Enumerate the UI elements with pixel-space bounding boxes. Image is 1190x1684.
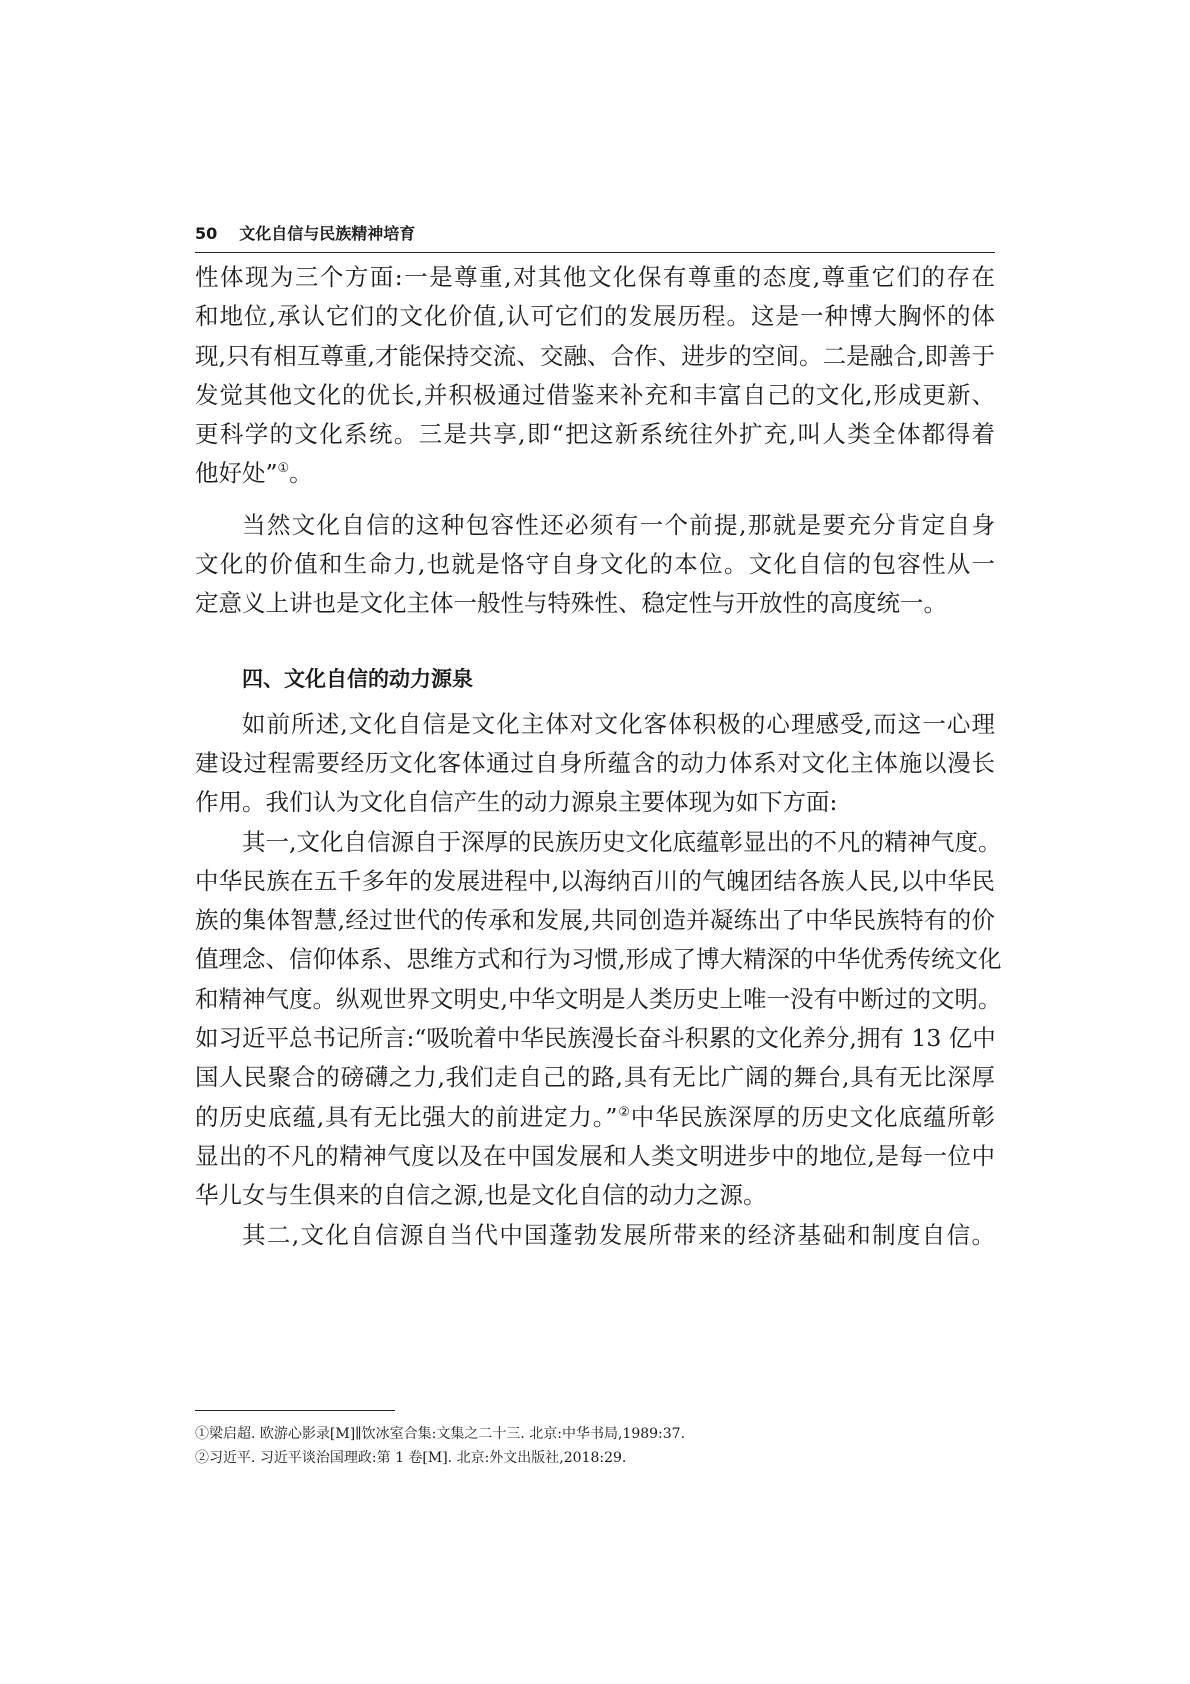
text-line: 发觉其他文化的优长,并积极通过借鉴来补充和丰富自己的文化,形成更新、 [195,380,995,409]
text-line: 华儿女与生俱来的自信之源,也是文化自信的动力之源。 [195,1181,767,1210]
running-header [195,220,995,253]
body-text [195,258,1002,1255]
page-number: 50 [195,224,218,243]
text-line: 建设过程需要经历文化客体通过自身所蕴含的动力体系对文化主体施以漫长 [195,748,995,777]
paragraph-end [195,454,995,493]
text-line: 性体现为三个方面:一是尊重,对其他文化保有尊重的态度,尊重它们的存在 [195,263,995,291]
text-line: 其一,文化自信源自于深厚的民族历史文化底蕴彰显出的不凡的精神气度。 [242,827,1002,856]
text-line: 如前所述,文化自信是文化主体对文化客体积极的心理感受,而这一心理 [242,709,995,738]
text-fragment: 中华民族深厚的历史文化底蕴所彰 [630,1102,996,1131]
text-fragment: 。 [289,459,313,488]
paragraph [195,1216,995,1255]
footnote-ref[interactable]: ① [277,461,290,477]
text-line: 当然文化自信的这种包容性还必须有一个前提,那就是要充分肯定自身 [242,510,995,539]
text-line: 现,只有相互尊重,才能保持交流、交融、合作、进步的空间。二是融合,即善于 [195,341,995,370]
footnote-2: ②习近平. 习近平谈治国理政:第 1 卷[M]. 北京:外文出版社,2018:29. [195,1450,627,1466]
text-line [195,454,995,493]
footnotes [195,1422,995,1470]
footnote-ref[interactable]: ② [617,1104,631,1120]
section-heading: 四、文化自信的动力源泉 [242,666,473,691]
text-line: 国人民聚合的磅礴之力,我们走自己的路,具有无比广阔的舞台,具有无比深厚 [195,1063,995,1092]
text-fragment: 他好处” [195,459,278,488]
paragraph [195,506,995,585]
paragraph [195,258,995,454]
text-line: 和精神气度。纵观世界文明史,中华文明是人类历史上唯一没有中断过的文明。 [195,984,1002,1013]
text-line: 如习近平总书记所言:“吸吮着中华民族漫长奋斗积累的文化养分,拥有 13 亿中 [195,1024,996,1053]
text-line: 其二,文化自信源自当代中国蓬勃发展所带来的经济基础和制度自信。 [242,1220,995,1249]
paragraph-end [195,783,995,822]
paragraph-end [195,584,995,623]
text-line: 更科学的文化系统。三是共享,即“把这新系统往外扩充,叫人类全体都得着 [195,420,995,449]
paragraph-end [195,1176,995,1215]
text-line: 中华民族在五千多年的发展进程中,以海纳百川的气魄团结各族人民,以中华民 [195,866,995,895]
text-line: 值理念、信仰体系、思维方式和行为习惯,形成了博大精深的中华优秀传统文化 [195,945,1002,974]
paragraph [195,705,995,784]
footnote-divider [195,1410,395,1411]
footnote-1: ①梁启超. 欧游心影录[M]∥饮冰室合集:文集之二十三. 北京:中华书局,1989:37. [195,1426,686,1442]
text-line: 作用。我们认为文化自信产生的动力源泉主要体现为如下方面: [195,788,838,817]
text-line: 族的集体智慧,经过世代的传承和发展,共同创造并凝练出了中华民族特有的价 [195,906,995,935]
text-line: 文化的价值和生命力,也就是恪守自身文化的本位。文化自信的包容性从一 [195,550,995,579]
book-title: 文化自信与民族精神培育 [239,224,416,243]
text-fragment: 的历史底蕴,具有无比强大的前进定力。” [195,1102,618,1131]
text-line: 显出的不凡的精神气度以及在中国发展和人类文明进步中的地位,是每一位中 [195,1141,995,1170]
paragraph [195,823,1002,1177]
text-line: 定意义上讲也是文化主体一般性与特殊性、稳定性与开放性的高度统一。 [195,589,947,618]
text-line [195,1098,995,1137]
text-line: 和地位,承认它们的文化价值,认可它们的发展历程。这是一种博大胸怀的体 [195,302,995,331]
